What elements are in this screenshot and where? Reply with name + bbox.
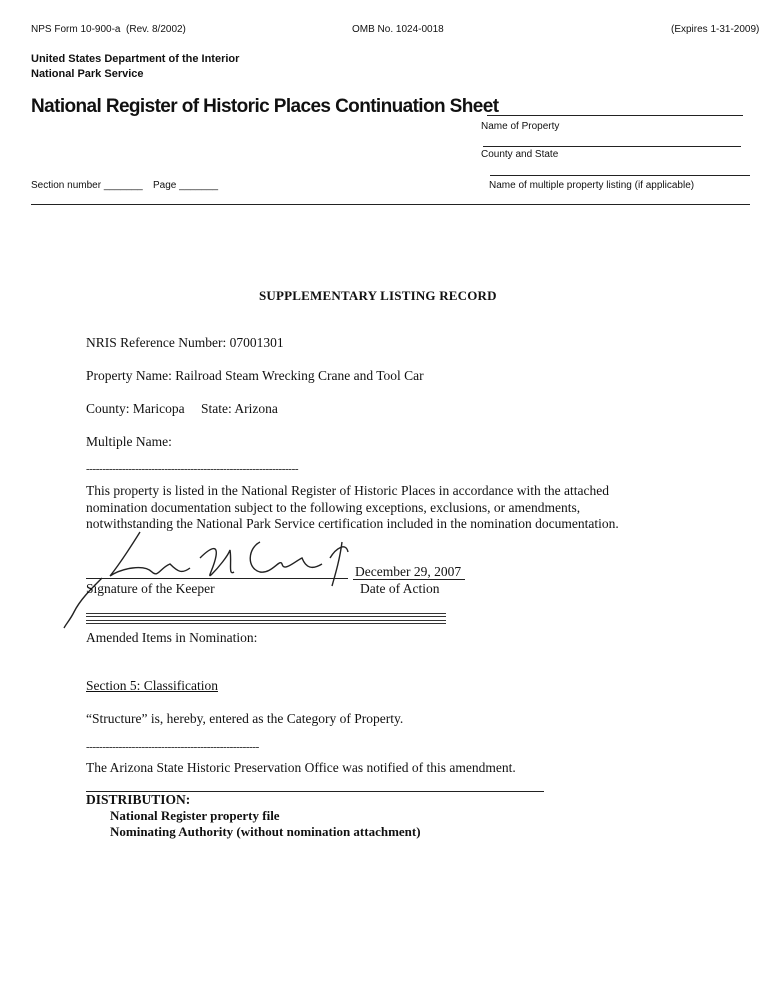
dash-separator-2: ----------------------------------------------------- bbox=[86, 741, 259, 753]
listing-statement: This property is listed in the National Register of Historic Places in accordance with the attached nomination documentation subject to the following exceptions, exclusions, or amendments, notwithstanding the National Park Service certification included in the nomination documentation. bbox=[86, 483, 619, 531]
distribution-heading: DISTRIBUTION: bbox=[86, 792, 191, 807]
double-rule-2 bbox=[86, 620, 446, 624]
date-of-action-value: December 29, 2007 bbox=[355, 564, 462, 579]
structure-note: “Structure” is, hereby, entered as the Category of Property. bbox=[86, 711, 404, 726]
date-line bbox=[353, 579, 465, 580]
property-name-line bbox=[487, 115, 743, 116]
expiration-date: (Expires 1-31-2009) bbox=[671, 24, 760, 35]
county-state-label: County and State bbox=[481, 149, 559, 160]
multiple-listing-label: Name of multiple property listing (if applicable) bbox=[489, 180, 695, 191]
dash-separator: ----------------------------------------------------------------- bbox=[86, 463, 299, 475]
page-title: National Register of Historic Places Continuation Sheet bbox=[31, 96, 499, 117]
form-number: NPS Form 10-900-a (Rev. 8/2002) bbox=[31, 24, 186, 35]
signature-label: Signature of the Keeper bbox=[86, 581, 215, 596]
page-field: Page _______ bbox=[153, 180, 219, 191]
nris-reference: NRIS Reference Number: 07001301 bbox=[86, 335, 284, 350]
record-title: SUPPLEMENTARY LISTING RECORD bbox=[259, 288, 497, 303]
service-name: National Park Service bbox=[31, 68, 144, 80]
double-rule-1 bbox=[86, 613, 446, 617]
department-name: United States Department of the Interior bbox=[31, 53, 240, 65]
state: State: Arizona bbox=[201, 401, 278, 416]
county-state-line bbox=[483, 146, 741, 147]
omb-number: OMB No. 1024-0018 bbox=[352, 24, 444, 35]
section-number-field: Section number _______ bbox=[31, 180, 143, 191]
amended-items-heading: Amended Items in Nomination: bbox=[86, 630, 258, 645]
property-name: Property Name: Railroad Steam Wrecking Crane and Tool Car bbox=[86, 368, 424, 383]
county: County: Maricopa bbox=[86, 401, 185, 416]
shpo-notification: The Arizona State Historic Preservation Office was notified of this amendment. bbox=[86, 760, 516, 775]
section-5-heading: Section 5: Classification bbox=[86, 678, 218, 693]
name-of-property-label: Name of Property bbox=[481, 121, 560, 132]
distribution-item: National Register property file bbox=[110, 808, 280, 823]
multiple-listing-line bbox=[490, 175, 750, 176]
signature-line bbox=[86, 578, 348, 579]
multiple-name: Multiple Name: bbox=[86, 434, 172, 449]
distribution-item: Nominating Authority (without nomination attachment) bbox=[110, 824, 421, 839]
date-of-action-label: Date of Action bbox=[360, 581, 440, 596]
header-divider bbox=[31, 204, 750, 205]
